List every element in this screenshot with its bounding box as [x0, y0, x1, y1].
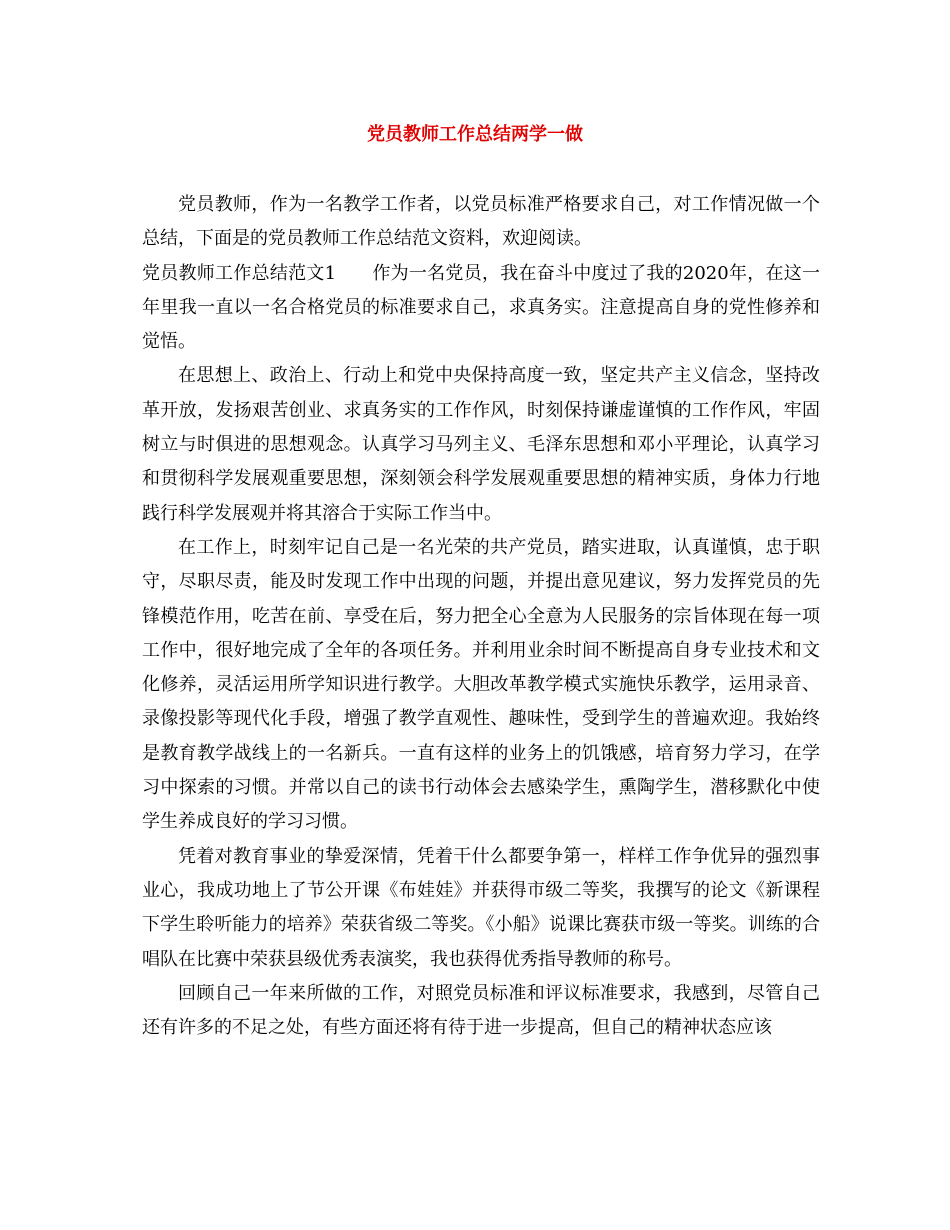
- section-first-text: 作为一名党员，我在奋斗中度过了我的2020年，在这一年里我一直以一名合格党员的标准要求自己，求真务实。注意提高自身的党性修养和觉悟。: [142, 262, 821, 353]
- document-body: [142, 188, 820, 1045]
- intro-paragraph: 党员教师，作为一名教学工作者，以党员标准严格要求自己，对工作情况做一个总结，下面是的党员教师工作总结范文资料，欢迎阅读。: [142, 194, 820, 250]
- body-paragraph-3: 凭着对教育事业的挚爱深情，凭着干什么都要争第一，样样工作争优异的强烈事业心，我成功地上了节公开课《布娃娃》并获得市级二等奖，我撰写的论文《新课程下学生聆听能力的培养》荣获省级二等奖。《小船》说课比赛获市级一等奖。训练的合唱队在比赛中荣获县级优秀表演奖，我也获得优秀指导教师的称号。: [142, 845, 820, 970]
- body-paragraph-2: 在工作上，时刻牢记自己是一名光荣的共产党员，踏实进取，认真谨慎，忠于职守，尽职尽责，能及时发现工作中出现的问题，并提出意见建议，努力发挥党员的先锋模范作用，吃苦在前、享受在后，努力把全心全意为人民服务的宗旨体现在每一项工作中，很好地完成了全年的各项任务。并利用业余时间不断提高自身专业技术和文化修养，灵活运用所学知识进行教学。大胆改革教学模式实施快乐教学，运用录音、录像投影等现代化手段，增强了教学直观性、趣味性，受到学生的普遍欢迎。我始终是教育教学战线上的一名新兵。一直有这样的业务上的饥饿感，培育努力学习，在学习中探索的习惯。并常以自己的读书行动体会去感染学生，熏陶学生，潜移默化中使学生养成良好的学习习惯。: [142, 536, 820, 833]
- body-paragraph-1: 在思想上、政治上、行动上和党中央保持高度一致，坚定共产主义信念，坚持改革开放，发扬艰苦创业、求真务实的工作作风，时刻保持谦虚谨慎的工作作风，牢固树立与时俱进的思想观念。认真学习马列主义、毛泽东思想和邓小平理论，认真学习和贯彻科学发展观重要思想，深刻领会科学发展观重要思想的精神实质，身体力行地践行科学发展观并将其溶合于实际工作当中。: [142, 365, 820, 524]
- section-label: 党员教师工作总结范文1: [142, 262, 337, 284]
- section-first-paragraph: [142, 257, 820, 360]
- document-title: 党员教师工作总结两学一做: [367, 124, 583, 145]
- body-paragraph-4: 回顾自己一年来所做的工作，对照党员标准和评议标准要求，我感到，尽管自己还有许多的不足之处，有些方面还将有待于进一步提高，但自己的精神状态应该: [142, 982, 820, 1039]
